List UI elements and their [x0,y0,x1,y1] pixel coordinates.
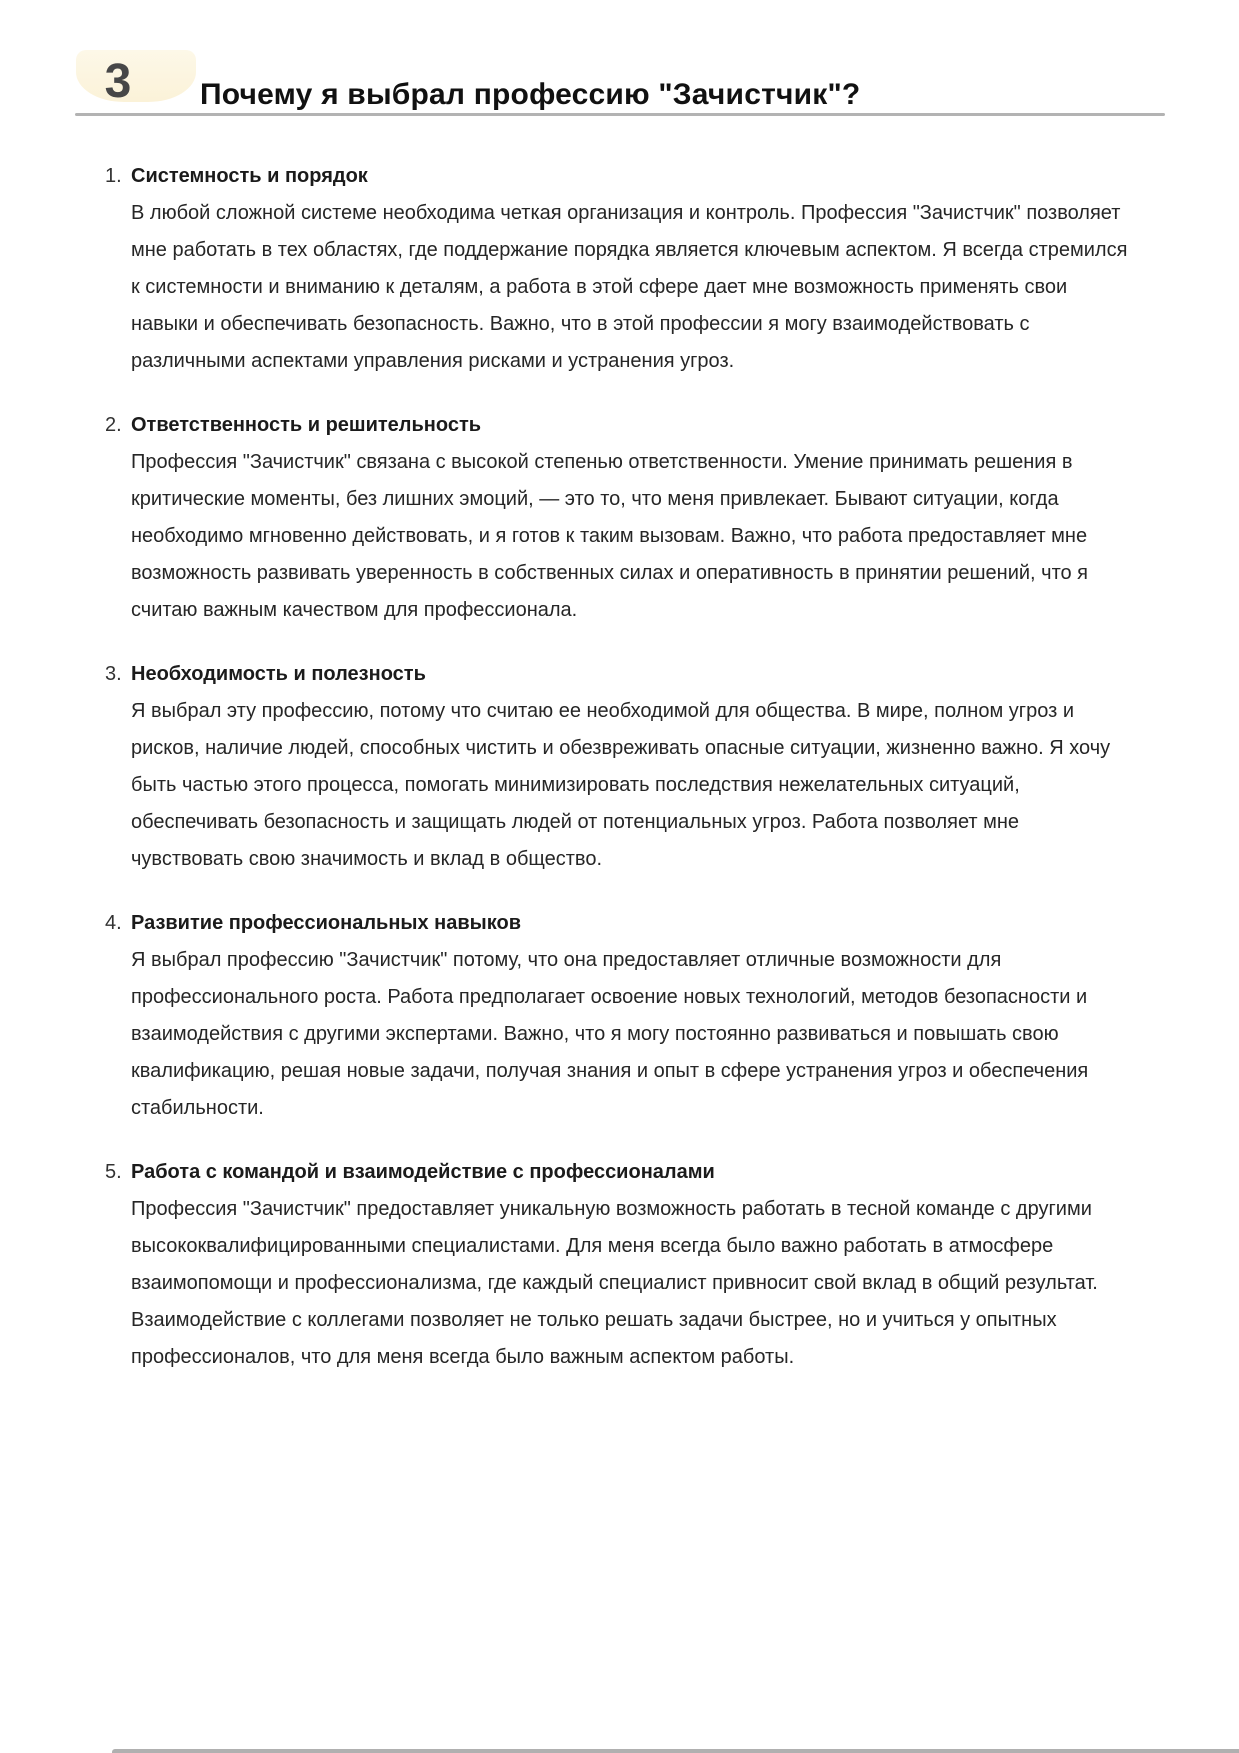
item-body: Я выбрал профессию "Зачистчик" потому, что она предоставляет отличные возможности для профессионального роста. Работа предполагает освоение новых технологий, методов безопасности и взаимодействия с другими экспертами. Важно, что я могу постоянно развиваться и повышать свою квалификацию, решая новые задачи, получая знания и опыт в сфере устранения угроз и обеспечения стабильности. [131,949,1089,1119]
item-heading: Развитие профессиональных навыков [131,912,521,934]
item-body: Профессия "Зачистчик" связана с высокой степенью ответственности. Умение принимать решения в критические моменты, без лишних эмоций, — это то, что меня привлекает. Бывают ситуации, когда необходимо мгновенно действовать, и я готов к таким вызовам. Важно, что работа предоставляет мне возможность развивать уверенность в собственных силах и оперативность в принятии решений, что я считаю важным качеством для профессионала. [131,451,1089,621]
item-number: 4. [105,912,122,934]
next-section-divider [112,1749,1239,1753]
item-content [131,905,1136,1127]
item-body: Я выбрал эту профессию, потому что считаю ее необходимой для общества. В мире, полном угроз и рисков, наличие людей, способных чистить и обезвреживать опасные ситуации, жизненно важно. Я хочу быть частью этого процесса, помогать минимизировать последствия нежелательных ситуаций, обеспечивать безопасность и защищать людей от потенциальных угроз. Работа позволяет мне чувствовать свою значимость и вклад в общество. [131,700,1111,870]
list-item [105,656,1139,878]
item-number: 2. [105,414,122,436]
item-heading: Системность и порядок [131,165,368,187]
page-header [0,0,1239,118]
item-heading: Ответственность и решительность [131,414,482,436]
item-content [131,1154,1136,1376]
page-title: Почему я выбрал профессию "Зачистчик"? [200,78,861,112]
item-body: В любой сложной системе необходима четкая организация и контроль. Профессия "Зачистчик" позволяет мне работать в тех областях, где поддержание порядка является ключевым аспектом. Я всегда стремился к системности и вниманию к деталям, а работа в этой сфере дает мне возможность применять свои навыки и обеспечивать безопасность. Важно, что в этой профессии я могу взаимодействовать с различными аспектами управления рисками и устранения угроз. [131,202,1128,372]
chapter-number: 3 [104,55,132,108]
header-divider [75,113,1165,116]
item-content [131,407,1136,629]
item-content [131,656,1136,878]
item-body: Профессия "Зачистчик" предоставляет уникальную возможность работать в тесной команде с другими высококвалифицированными специалистами. Для меня всегда было важно работать в атмосфере взаимопомощи и профессионализма, где каждый специалист привносит свой вклад в общий результат. Взаимодействие с коллегами позволяет не только решать задачи быстрее, но и учиться у опытных профессионалов, что для меня всегда было важным аспектом работы. [131,1198,1098,1368]
list-item [105,158,1139,380]
list-item [105,1154,1139,1376]
item-number: 5. [105,1161,122,1183]
item-content [131,158,1136,380]
essay-list [105,158,1139,1376]
item-number: 1. [105,165,122,187]
item-heading: Работа с командой и взаимодействие с профессионалами [131,1161,715,1183]
item-heading: Необходимость и полезность [131,663,426,685]
list-item [105,407,1139,629]
item-number: 3. [105,663,122,685]
list-item [105,905,1139,1127]
